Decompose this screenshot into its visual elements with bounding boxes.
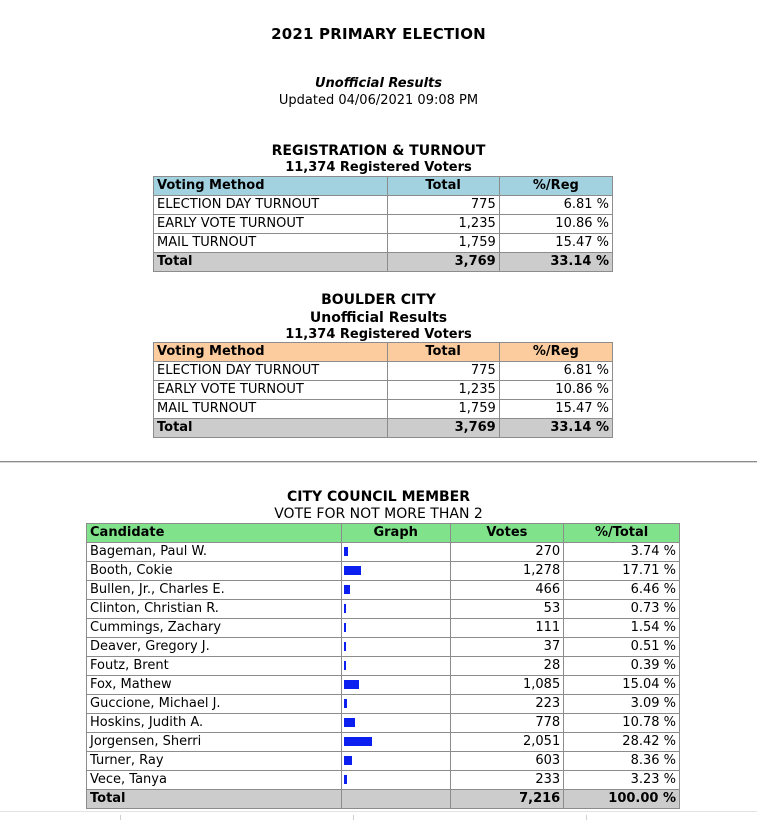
candidate-row — [87, 581, 680, 600]
graph-cell — [341, 752, 450, 771]
candidate-row — [87, 619, 680, 638]
boulder-city-title: BOULDER CITY — [321, 292, 436, 308]
percent-cell: 1.54 % — [564, 619, 680, 638]
graph-cell — [341, 695, 450, 714]
votes-cell: 233 — [450, 771, 564, 790]
graph-cell — [341, 790, 450, 809]
candidate-name: Clinton, Christian R. — [87, 600, 342, 619]
candidate-rows — [87, 543, 680, 790]
graph-cell — [341, 714, 450, 733]
candidate-row — [87, 543, 680, 562]
percent-cell: 17.71 % — [564, 562, 680, 581]
graph-cell — [341, 676, 450, 695]
percent-cell: 10.86 % — [499, 215, 612, 234]
candidate-name: Deaver, Gregory J. — [87, 638, 342, 657]
vote-share-bar — [344, 718, 355, 727]
page-footer-divider — [0, 811, 757, 812]
table-header-row — [154, 177, 613, 196]
candidate-row — [87, 733, 680, 752]
column-header: Candidate — [87, 524, 342, 543]
vote-share-bar — [344, 566, 361, 575]
percent-cell: 3.23 % — [564, 771, 680, 790]
graph-cell — [341, 619, 450, 638]
boulder-city-section-header — [0, 291, 757, 343]
vote-share-bar — [344, 661, 346, 670]
candidate-row — [87, 752, 680, 771]
column-header: Voting Method — [154, 177, 388, 196]
column-header: Voting Method — [154, 343, 388, 362]
percent-cell: 10.78 % — [564, 714, 680, 733]
column-header: %/Reg — [499, 343, 612, 362]
city-council-table — [86, 523, 680, 809]
percent-cell: 28.42 % — [564, 733, 680, 752]
total-cell: 775 — [387, 196, 499, 215]
registration-registered-voters: 11,374 Registered Voters — [285, 160, 472, 175]
unofficial-results-label: Unofficial Results — [314, 76, 443, 91]
candidate-row — [87, 600, 680, 619]
column-header: Votes — [450, 524, 564, 543]
candidate-name: Cummings, Zachary — [87, 619, 342, 638]
candidate-name: Bageman, Paul W. — [87, 543, 342, 562]
total-label: Total — [154, 419, 388, 438]
voting-method-cell: EARLY VOTE TURNOUT — [154, 215, 388, 234]
vote-share-bar — [344, 699, 347, 708]
candidate-name: Jorgensen, Sherri — [87, 733, 342, 752]
candidate-row — [87, 562, 680, 581]
city-council-instruction: VOTE FOR NOT MORE THAN 2 — [274, 506, 483, 522]
vote-share-bar — [344, 775, 347, 784]
graph-cell — [341, 638, 450, 657]
vote-share-bar — [344, 623, 346, 632]
votes-cell: 28 — [450, 657, 564, 676]
votes-cell: 2,051 — [450, 733, 564, 752]
graph-cell — [341, 600, 450, 619]
column-header: %/Total — [564, 524, 680, 543]
vote-share-bar — [344, 680, 359, 689]
percent-cell: 15.47 % — [499, 400, 612, 419]
total-cell: 775 — [387, 362, 499, 381]
total-cell: 1,235 — [387, 215, 499, 234]
votes-cell: 1,085 — [450, 676, 564, 695]
column-header: Total — [387, 177, 499, 196]
footer-tick — [586, 815, 587, 820]
candidate-row — [87, 657, 680, 676]
graph-cell — [341, 581, 450, 600]
percent-cell: 100.00 % — [564, 790, 680, 809]
vote-share-bar — [344, 585, 350, 594]
candidate-name: Vece, Tanya — [87, 771, 342, 790]
candidate-name: Booth, Cokie — [87, 562, 342, 581]
city-council-section-header — [0, 488, 757, 522]
vote-share-bar — [344, 642, 346, 651]
graph-cell — [341, 543, 450, 562]
total-row — [87, 790, 680, 809]
total-label: Total — [154, 253, 388, 272]
percent-cell: 0.73 % — [564, 600, 680, 619]
column-header: Graph — [341, 524, 450, 543]
table-header-row — [87, 524, 680, 543]
table-row — [154, 400, 613, 419]
column-header: Total — [387, 343, 499, 362]
table-row — [154, 196, 613, 215]
table-row — [154, 215, 613, 234]
boulder-city-registered-voters: 11,374 Registered Voters — [285, 327, 472, 342]
total-label: Total — [87, 790, 342, 809]
candidate-name: Bullen, Jr., Charles E. — [87, 581, 342, 600]
votes-cell: 53 — [450, 600, 564, 619]
percent-cell: 0.39 % — [564, 657, 680, 676]
percent-cell: 0.51 % — [564, 638, 680, 657]
vote-share-bar — [344, 737, 372, 746]
candidate-row — [87, 714, 680, 733]
registration-table — [153, 176, 613, 272]
graph-cell — [341, 657, 450, 676]
section-divider — [0, 461, 757, 463]
table-row — [154, 234, 613, 253]
table-row — [154, 362, 613, 381]
candidate-name: Turner, Ray — [87, 752, 342, 771]
percent-cell: 10.86 % — [499, 381, 612, 400]
votes-cell: 7,216 — [450, 790, 564, 809]
votes-cell: 37 — [450, 638, 564, 657]
percent-cell: 8.36 % — [564, 752, 680, 771]
footer-tick — [353, 815, 354, 820]
table-header-row — [154, 343, 613, 362]
candidate-name: Foutz, Brent — [87, 657, 342, 676]
page-title: 2021 PRIMARY ELECTION — [271, 25, 486, 43]
votes-cell: 111 — [450, 619, 564, 638]
percent-cell: 33.14 % — [499, 419, 612, 438]
percent-cell: 3.09 % — [564, 695, 680, 714]
total-cell: 3,769 — [387, 253, 499, 272]
vote-share-bar — [344, 547, 348, 556]
percent-cell: 15.47 % — [499, 234, 612, 253]
column-header: %/Reg — [499, 177, 612, 196]
total-row — [154, 419, 613, 438]
votes-cell: 1,278 — [450, 562, 564, 581]
voting-method-cell: ELECTION DAY TURNOUT — [154, 362, 388, 381]
votes-cell: 603 — [450, 752, 564, 771]
graph-cell — [341, 771, 450, 790]
boulder-city-table — [153, 342, 613, 438]
total-cell: 1,759 — [387, 400, 499, 419]
footer-tick — [120, 815, 121, 820]
votes-cell: 778 — [450, 714, 564, 733]
total-row — [154, 253, 613, 272]
total-cell: 1,235 — [387, 381, 499, 400]
total-cell: 1,759 — [387, 234, 499, 253]
percent-cell: 6.46 % — [564, 581, 680, 600]
percent-cell: 6.81 % — [499, 196, 612, 215]
registration-section-header — [0, 142, 757, 176]
voting-method-cell: MAIL TURNOUT — [154, 234, 388, 253]
updated-timestamp: Updated 04/06/2021 09:08 PM — [278, 93, 479, 108]
registration-title: REGISTRATION & TURNOUT — [271, 143, 486, 159]
graph-cell — [341, 733, 450, 752]
percent-cell: 15.04 % — [564, 676, 680, 695]
votes-cell: 270 — [450, 543, 564, 562]
table-row — [154, 381, 613, 400]
voting-method-cell: ELECTION DAY TURNOUT — [154, 196, 388, 215]
candidate-row — [87, 771, 680, 790]
candidate-row — [87, 638, 680, 657]
candidate-name: Fox, Mathew — [87, 676, 342, 695]
vote-share-bar — [344, 604, 346, 613]
candidate-name: Guccione, Michael J. — [87, 695, 342, 714]
votes-cell: 223 — [450, 695, 564, 714]
city-council-title: CITY COUNCIL MEMBER — [286, 489, 471, 505]
votes-cell: 466 — [450, 581, 564, 600]
percent-cell: 33.14 % — [499, 253, 612, 272]
voting-method-cell: EARLY VOTE TURNOUT — [154, 381, 388, 400]
vote-share-bar — [344, 756, 352, 765]
candidate-row — [87, 695, 680, 714]
candidate-row — [87, 676, 680, 695]
percent-cell: 3.74 % — [564, 543, 680, 562]
candidate-name: Hoskins, Judith A. — [87, 714, 342, 733]
voting-method-cell: MAIL TURNOUT — [154, 400, 388, 419]
percent-cell: 6.81 % — [499, 362, 612, 381]
total-cell: 3,769 — [387, 419, 499, 438]
boulder-city-subtitle: Unofficial Results — [309, 310, 448, 326]
graph-cell — [341, 562, 450, 581]
